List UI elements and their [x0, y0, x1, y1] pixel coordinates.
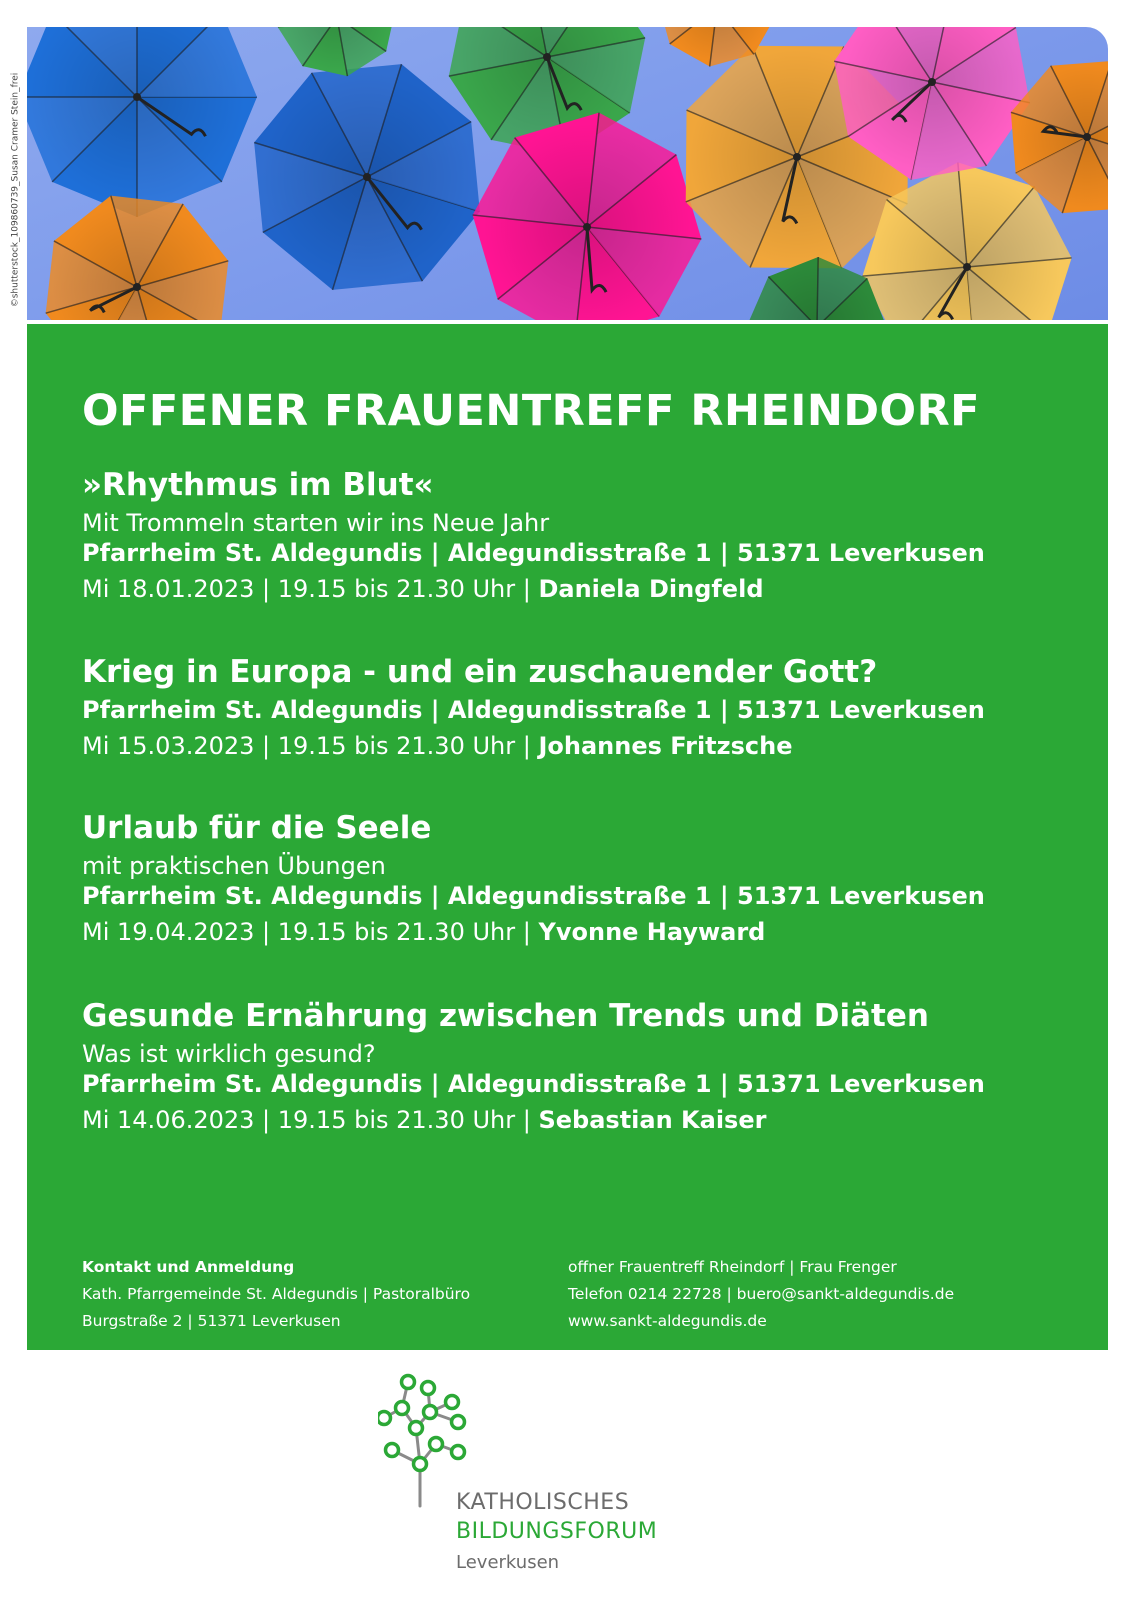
page-title: OFFENER FRAUENTREFF RHEINDORF: [82, 386, 981, 436]
event-date-time: Mi 19.04.2023 | 19.15 bis 21.30 Uhr |: [82, 918, 531, 946]
event-speaker: Sebastian Kaiser: [538, 1106, 767, 1134]
event-subtitle: Mit Trommeln starten wir ins Neue Jahr: [82, 509, 550, 537]
event-speaker: Johannes Fritzsche: [538, 732, 793, 760]
event-panel: [27, 324, 1108, 1350]
event-location: Pfarrheim St. Aldegundis | Aldegundisstraße 1 | 51371 Leverkusen: [82, 1070, 985, 1098]
logo-line-katholisches: KATHOLISCHES: [456, 1490, 630, 1515]
event-date-time: Mi 18.01.2023 | 19.15 bis 21.30 Uhr |: [82, 575, 531, 603]
contact-left: [82, 1254, 470, 1335]
photo-credit-text: ©shutterstock_109860739_Susan Cramer Stein_frei: [10, 72, 20, 308]
event-1: [82, 467, 1072, 603]
umbrella-4: [473, 113, 702, 320]
event-location: Pfarrheim St. Aldegundis | Aldegundisstraße 1 | 51371 Leverkusen: [82, 696, 985, 724]
event-4: [82, 998, 1072, 1134]
contact-parish: Kath. Pfarrgemeinde St. Aldegundis | Pastoralbüro: [82, 1285, 471, 1303]
umbrella-illustration: [27, 27, 1108, 320]
logo-line-bildungsforum: BILDUNGSFORUM: [456, 1519, 658, 1544]
event-title: Krieg in Europa - und ein zuschauender Gott?: [82, 654, 878, 690]
contact-phone-email[interactable]: Telefon 0214 22728 | buero@sankt-aldegundis.de: [568, 1285, 955, 1303]
logo-line-leverkusen: Leverkusen: [456, 1552, 560, 1573]
event-date-time: Mi 15.03.2023 | 19.15 bis 21.30 Uhr |: [82, 732, 531, 760]
event-subtitle: Was ist wirklich gesund?: [82, 1040, 376, 1068]
umbrella-1: [27, 27, 257, 217]
event-date: [82, 575, 1072, 603]
umbrella-photo: [27, 27, 1108, 320]
contact-right: [568, 1254, 954, 1335]
event-date: [82, 732, 1072, 760]
bildungsforum-logo: [378, 1388, 698, 1588]
event-location: Pfarrheim St. Aldegundis | Aldegundisstraße 1 | 51371 Leverkusen: [82, 882, 985, 910]
event-2: [82, 654, 1072, 760]
tree-icon: [378, 1368, 488, 1508]
photo-credit: [8, 60, 22, 320]
logo-text: [456, 1488, 657, 1577]
event-date: [82, 918, 1072, 946]
event-title: Urlaub für die Seele: [82, 810, 432, 846]
contact-heading: Kontakt und Anmeldung: [82, 1258, 295, 1276]
umbrella-2: [254, 64, 480, 290]
event-speaker: Daniela Dingfeld: [538, 575, 764, 603]
event-3: [82, 810, 1072, 946]
event-location: Pfarrheim St. Aldegundis | Aldegundisstraße 1 | 51371 Leverkusen: [82, 539, 985, 567]
event-subtitle: mit praktischen Übungen: [82, 852, 386, 880]
event-date-time: Mi 14.06.2023 | 19.15 bis 21.30 Uhr |: [82, 1106, 531, 1134]
event-date: [82, 1106, 1072, 1134]
event-title: Gesunde Ernährung zwischen Trends und Diäten: [82, 998, 929, 1034]
contact-address: Burgstraße 2 | 51371 Leverkusen: [82, 1312, 341, 1330]
event-title: »Rhythmus im Blut«: [82, 467, 434, 503]
contact-website-link[interactable]: www.sankt-aldegundis.de: [568, 1312, 767, 1330]
event-speaker: Yvonne Hayward: [538, 918, 766, 946]
umbrella-8: [46, 196, 229, 320]
contact-person: offner Frauentreff Rheindorf | Frau Frenger: [568, 1258, 897, 1276]
